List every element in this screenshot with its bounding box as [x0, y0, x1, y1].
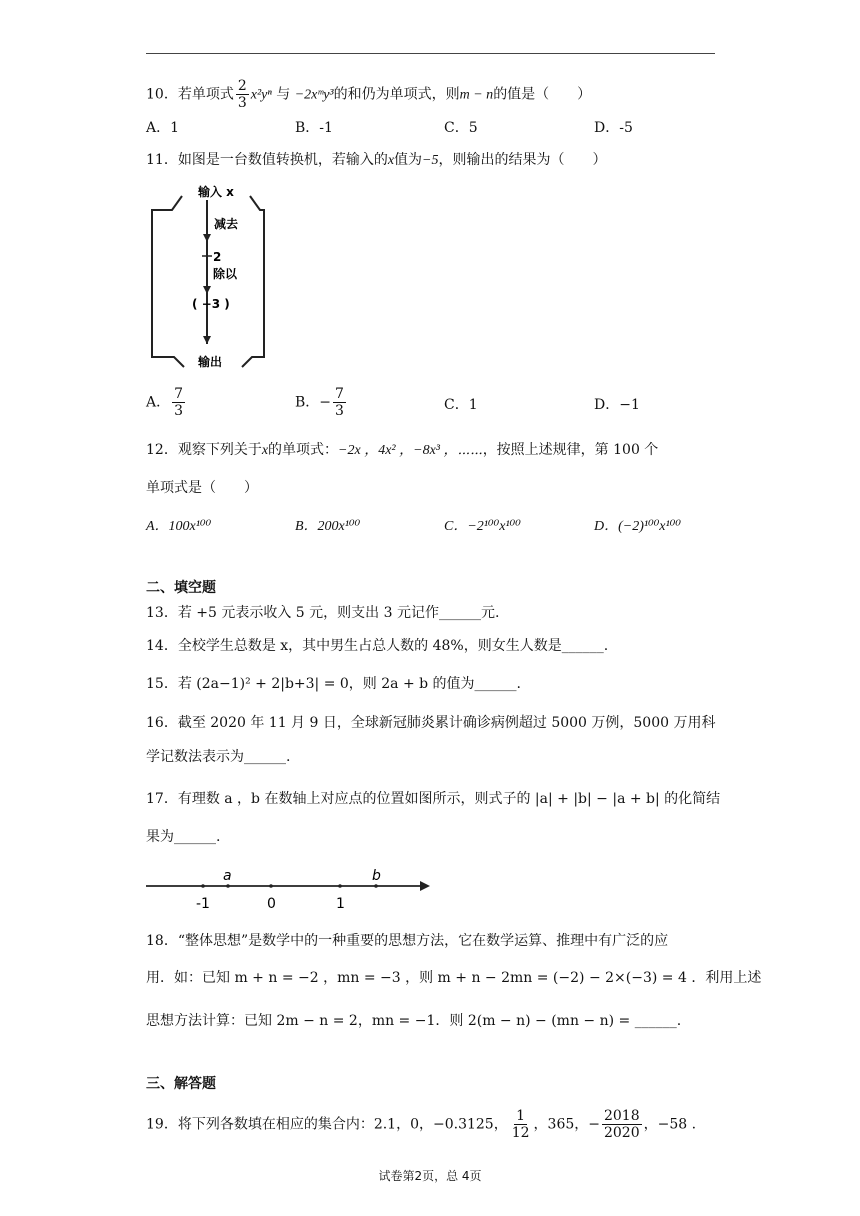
- q12-option-d: D．(−2)¹⁰⁰x¹⁰⁰: [594, 519, 681, 534]
- number-line-arrow-icon: [420, 881, 430, 891]
- q12-option-c: C．−2¹⁰⁰x¹⁰⁰: [444, 519, 521, 534]
- divide-value: ( −3 ): [192, 297, 230, 311]
- q12-var: x: [261, 443, 269, 458]
- q10-connector: 与: [276, 86, 291, 103]
- question-12-line1: [146, 443, 658, 458]
- q11-text2: 值为: [394, 152, 423, 168]
- arrow-2-icon: [203, 286, 211, 294]
- input-label: 输入 x: [198, 185, 234, 199]
- q12-terms: −2x ，4x² ，−8x³ ，⋯⋯: [338, 443, 483, 458]
- q19-fraction-2: [602, 1108, 642, 1141]
- q10-option-a: A．1: [146, 120, 180, 136]
- q10-term1: x²yⁿ: [250, 87, 272, 103]
- question-18-line3: 思想方法计算：已知 2m − n = 2，mn = −1．则 2(m − n) − (mn − n) = ______.: [146, 1013, 682, 1029]
- q19-mid: ，365，−: [533, 1116, 600, 1133]
- number-line-diagram: [146, 866, 436, 914]
- q10-frac-num: 2: [237, 78, 247, 94]
- q11-b-sign: −: [319, 394, 332, 411]
- q10-fraction: [236, 78, 249, 111]
- question-13: 13．若 +5 元表示收入 5 元，则支出 3 元记作______元.: [146, 605, 500, 621]
- q11-var: x: [387, 153, 395, 168]
- q11-option-a-letter: A．: [146, 394, 171, 411]
- page-footer: 试卷第2页，总 4页: [378, 1169, 482, 1183]
- q11-option-c-letter: C．: [444, 397, 469, 413]
- question-14: 14．全校学生总数是 x，其中男生占总人数的 48%，则女生人数是______.: [146, 638, 609, 654]
- q11-option-b: [295, 386, 348, 419]
- question-17-line1: 17．有理数 a ，b 在数轴上对应点的位置如图所示，则式子的 |a| + |b| − |a + b| 的化简结: [146, 791, 721, 807]
- q12-line1b: 的单项式：: [268, 442, 339, 458]
- q11-value: −5: [422, 153, 439, 168]
- q11-a-den: 3: [174, 403, 184, 420]
- label-a: a: [223, 868, 232, 884]
- q11-a-num: 7: [174, 386, 184, 402]
- q11-option-c: [444, 398, 478, 412]
- question-16-line1: 16．截至 2020 年 11 月 9 日，全球新冠肺炎累计确诊病例超过 5000 万例，5000 万用科: [146, 715, 716, 731]
- q10-suffix: 的和仍为单项式，则: [333, 86, 460, 103]
- q19-end: ，−58 .: [643, 1116, 697, 1133]
- q10-prefix: 10．若单项式: [146, 86, 234, 103]
- frame-right: [242, 196, 264, 367]
- question-12-line2: 单项式是（ ）: [146, 480, 258, 496]
- q11-option-d-letter: D．: [594, 397, 620, 413]
- tick-1: [338, 884, 342, 888]
- question-19: [146, 1108, 696, 1141]
- question-18-line2: 用．如：已知 m + n = −2 ，mn = −3 ，则 m + n − 2mn = (−2) − 2×(−3) = 4 ．利用上述: [146, 970, 762, 986]
- subtract-label: 减去: [214, 217, 239, 231]
- q10-expr: m − n: [459, 87, 494, 103]
- frame-left: [152, 196, 184, 367]
- q11-option-a-fraction: [172, 386, 185, 419]
- q12-line1c: ，按照上述规律，第 100 个: [482, 442, 659, 458]
- tick-label-neg1: -1: [196, 896, 210, 912]
- tick-0: [269, 884, 273, 888]
- q12-option-a: A．100x¹⁰⁰: [146, 519, 212, 534]
- output-label: 输出: [198, 355, 223, 369]
- question-10: [146, 78, 591, 111]
- q11-option-c-text: 1: [468, 397, 478, 413]
- point-a: [226, 884, 230, 888]
- q10-option-d: D．-5: [594, 120, 633, 136]
- divide-label: 除以: [213, 267, 238, 281]
- question-15: 15．若 (2a−1)² + 2|b+3| = 0，则 2a + b 的值为______.: [146, 676, 521, 692]
- q11-option-b-letter: B．: [295, 394, 320, 411]
- label-b: b: [372, 868, 381, 884]
- q19-f2-den: 2020: [603, 1125, 640, 1142]
- section-3-heading: 三、解答题: [146, 1076, 216, 1092]
- q12-line1a: 12．观察下列关于: [146, 442, 262, 458]
- question-17-line2: 果为______.: [146, 829, 221, 845]
- arrow-3-icon: [203, 336, 211, 344]
- q10-term2: −2xᵐy³: [294, 87, 334, 103]
- q11-b-den: 3: [335, 403, 344, 420]
- q19-f1-num: 1: [516, 1108, 526, 1124]
- q11-option-d-text: −1: [619, 397, 640, 413]
- q11-b-num: 7: [335, 386, 344, 402]
- q11-text: 11．如图是一台数值转换机，若输入的: [146, 152, 388, 168]
- q10-option-c: C．5: [444, 120, 478, 136]
- q19-fraction-1: [510, 1108, 532, 1141]
- tick-neg1: [201, 884, 205, 888]
- q12-option-b: B．200x¹⁰⁰: [295, 519, 361, 534]
- q10-ending: 的值是（ ）: [493, 86, 592, 103]
- q11-text3: ，则输出的结果为（ ）: [438, 152, 607, 168]
- q11-option-a: [146, 386, 187, 419]
- q19-f2-num: 2018: [603, 1108, 640, 1124]
- subtract-value: 2: [213, 250, 222, 264]
- header-rule: [146, 53, 715, 54]
- q11-option-d: [594, 398, 640, 412]
- arrow-1-icon: [203, 234, 211, 242]
- q10-frac-den: 3: [237, 95, 247, 112]
- q19-f1-den: 12: [511, 1125, 530, 1142]
- tick-label-1: 1: [336, 896, 345, 912]
- conversion-machine-diagram: [146, 182, 270, 372]
- tick-label-0: 0: [267, 896, 276, 912]
- point-b: [374, 884, 378, 888]
- q10-option-b: B．-1: [295, 120, 333, 136]
- question-16-line2: 学记数法表示为______.: [146, 749, 291, 765]
- question-18-line1: 18．“整体思想”是数学中的一种重要的思想方法，它在数学运算、推理中有广泛的应: [146, 933, 669, 949]
- question-11: [146, 153, 607, 168]
- q11-option-b-fraction: [333, 386, 346, 419]
- section-2-heading: 二、填空题: [146, 580, 216, 596]
- q19-prefix: 19．将下列各数填在相应的集合内：2.1，0，−0.3125，: [146, 1116, 508, 1133]
